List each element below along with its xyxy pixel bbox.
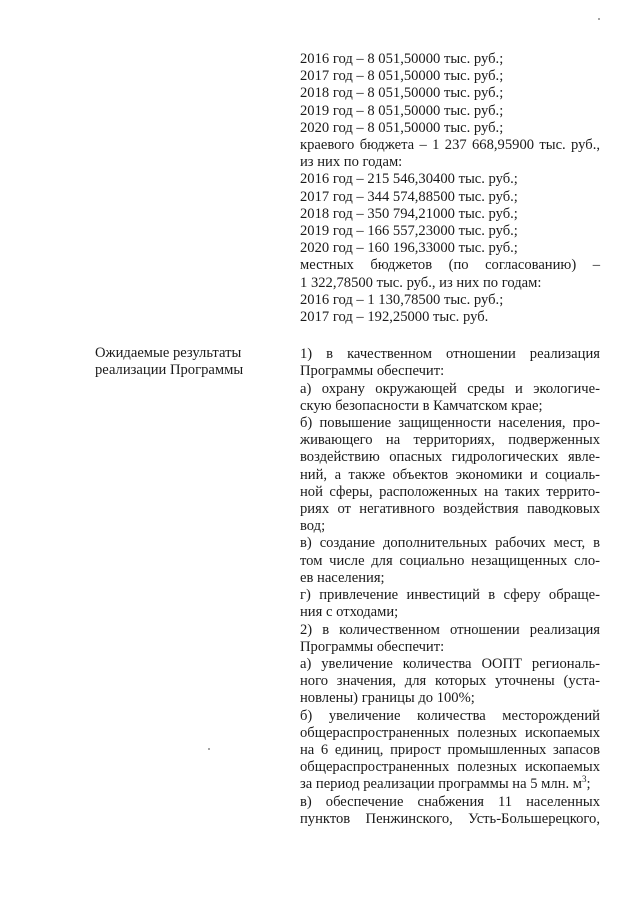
text-line-content: том числе для социально незащищенных сло- xyxy=(300,552,600,569)
text-line xyxy=(300,171,600,188)
text-line xyxy=(300,742,600,759)
scan-speck xyxy=(598,18,600,20)
text-line xyxy=(300,690,600,707)
expected-results-text xyxy=(300,346,600,828)
text-line-content: за период реализации программы на 5 млн. м xyxy=(300,776,583,793)
text-line xyxy=(300,449,600,466)
text-line xyxy=(300,811,600,828)
text-line xyxy=(300,398,600,415)
text-line xyxy=(300,587,600,604)
punctuation: ; xyxy=(586,776,591,793)
text-line-content: 2017 год – 344 574,88500 тыс. руб.; xyxy=(300,188,518,205)
text-line-content: 2016 год – 1 130,78500 тыс. руб.; xyxy=(300,291,504,308)
text-line-content: 2018 год – 8 051,50000 тыс. руб.; xyxy=(300,85,504,102)
text-line xyxy=(300,622,600,639)
text-line xyxy=(300,553,600,570)
text-line-content: вод; xyxy=(300,518,326,535)
text-line-content: краевого бюджета – 1 237 668,95900 тыс. руб., xyxy=(300,137,600,154)
text-line xyxy=(300,501,600,518)
text-line-content: новлены) границы до 100%; xyxy=(300,690,475,707)
text-line xyxy=(300,673,600,690)
text-line-content: 1 322,78500 тыс. руб., из них по годам: xyxy=(300,274,542,291)
text-line-content: 2016 год – 8 051,50000 тыс. руб.; xyxy=(300,51,504,67)
text-line xyxy=(300,68,600,85)
text-line-content: из них по годам: xyxy=(300,154,403,171)
funding-breakdown xyxy=(300,51,600,326)
text-line xyxy=(300,381,600,398)
text-line xyxy=(300,275,600,292)
text-line-content: скую безопасности в Камчатском крае; xyxy=(300,397,543,414)
text-line xyxy=(300,794,600,811)
text-line-content: а) увеличение количества ООПТ региональ- xyxy=(300,655,600,672)
text-line-content: воздействию опасных гидрологических явле- xyxy=(300,449,600,466)
text-line-content: риях от негативного воздействия паводковых xyxy=(300,501,600,518)
text-line xyxy=(300,759,600,776)
label-line: реализации Программы xyxy=(95,362,244,379)
text-line-content: 2019 год – 166 557,23000 тыс. руб.; xyxy=(300,223,518,240)
text-line xyxy=(300,518,600,535)
text-line xyxy=(300,85,600,102)
text-line xyxy=(300,604,600,621)
text-line-content: общераспространенных полезных ископаемых xyxy=(300,759,600,776)
text-line-content: 2020 год – 8 051,50000 тыс. руб.; xyxy=(300,119,504,136)
text-line-content: 1) в качественном отношении реализация xyxy=(300,346,600,363)
text-line xyxy=(300,137,600,154)
text-line-content: ев населения; xyxy=(300,569,385,586)
text-line xyxy=(300,120,600,137)
text-line-content: местных бюджетов (по согласованию) – xyxy=(300,257,600,274)
text-line xyxy=(300,257,600,274)
text-line-content: 2019 год – 8 051,50000 тыс. руб.; xyxy=(300,102,504,119)
text-line xyxy=(300,415,600,432)
text-line-content: б) повышение защищенности населения, про- xyxy=(300,415,600,432)
row-separator xyxy=(300,326,600,346)
text-line xyxy=(300,206,600,223)
text-line xyxy=(300,154,600,171)
text-line xyxy=(300,292,600,309)
text-line-content: ного значения, для которых уточнены (уста- xyxy=(300,673,600,690)
text-line xyxy=(300,535,600,552)
text-line-content: ной сферы, расположенных на таких террито- xyxy=(300,483,600,500)
text-line xyxy=(300,776,600,793)
text-line-content: Программы обеспечит: xyxy=(300,638,445,655)
row-label-expected-results xyxy=(95,345,275,379)
text-line-content: 2017 год – 192,25000 тыс. руб. xyxy=(300,309,489,326)
text-line xyxy=(300,484,600,501)
scan-speck xyxy=(208,748,210,750)
text-line xyxy=(300,432,600,449)
text-line-content: общераспространенных полезных ископаемых xyxy=(300,724,600,741)
text-line xyxy=(300,240,600,257)
row-content-column xyxy=(300,51,600,828)
label-line: Ожидаемые результаты xyxy=(95,345,242,361)
text-line xyxy=(300,639,600,656)
text-line-content: 2) в количественном отношении реализация xyxy=(300,621,600,638)
text-line-content: ний, а также объектов экономики и социаль- xyxy=(300,466,600,483)
text-line-content: г) привлечение инвестиций в сферу обраще- xyxy=(300,587,600,604)
text-line-content: на 6 единиц, прирост промышленных запасов xyxy=(300,741,600,758)
text-line-content: а) охрану окружающей среды и экологиче- xyxy=(300,380,600,397)
text-line-content: 2017 год – 8 051,50000 тыс. руб.; xyxy=(300,68,504,85)
text-line xyxy=(300,309,600,326)
text-line xyxy=(300,51,600,68)
text-line xyxy=(300,467,600,484)
text-line xyxy=(300,189,600,206)
text-line xyxy=(300,570,600,587)
text-line xyxy=(300,725,600,742)
text-line-content: 2016 год – 215 546,30400 тыс. руб.; xyxy=(300,171,518,188)
text-line-content: Программы обеспечит: xyxy=(300,363,445,380)
text-line-content: в) обеспечение снабжения 11 населенных xyxy=(300,793,600,810)
text-line xyxy=(300,346,600,363)
text-line-content: ния с отходами; xyxy=(300,604,399,621)
text-line-content: в) создание дополнительных рабочих мест, в xyxy=(300,535,600,552)
text-line xyxy=(300,223,600,240)
text-line-content: б) увеличение количества месторождений xyxy=(300,707,600,724)
text-line-content: 2020 год – 160 196,33000 тыс. руб.; xyxy=(300,240,518,257)
text-line xyxy=(300,656,600,673)
text-line xyxy=(300,708,600,725)
text-line xyxy=(300,103,600,120)
text-line-content: 2018 год – 350 794,21000 тыс. руб.; xyxy=(300,205,518,222)
text-line-content: пунктов Пенжинского, Усть-Большерецкого, xyxy=(300,810,600,827)
superscript: 3 xyxy=(582,774,587,785)
text-line xyxy=(300,363,600,380)
text-line-content: живающего на территориях, подверженных xyxy=(300,432,600,449)
